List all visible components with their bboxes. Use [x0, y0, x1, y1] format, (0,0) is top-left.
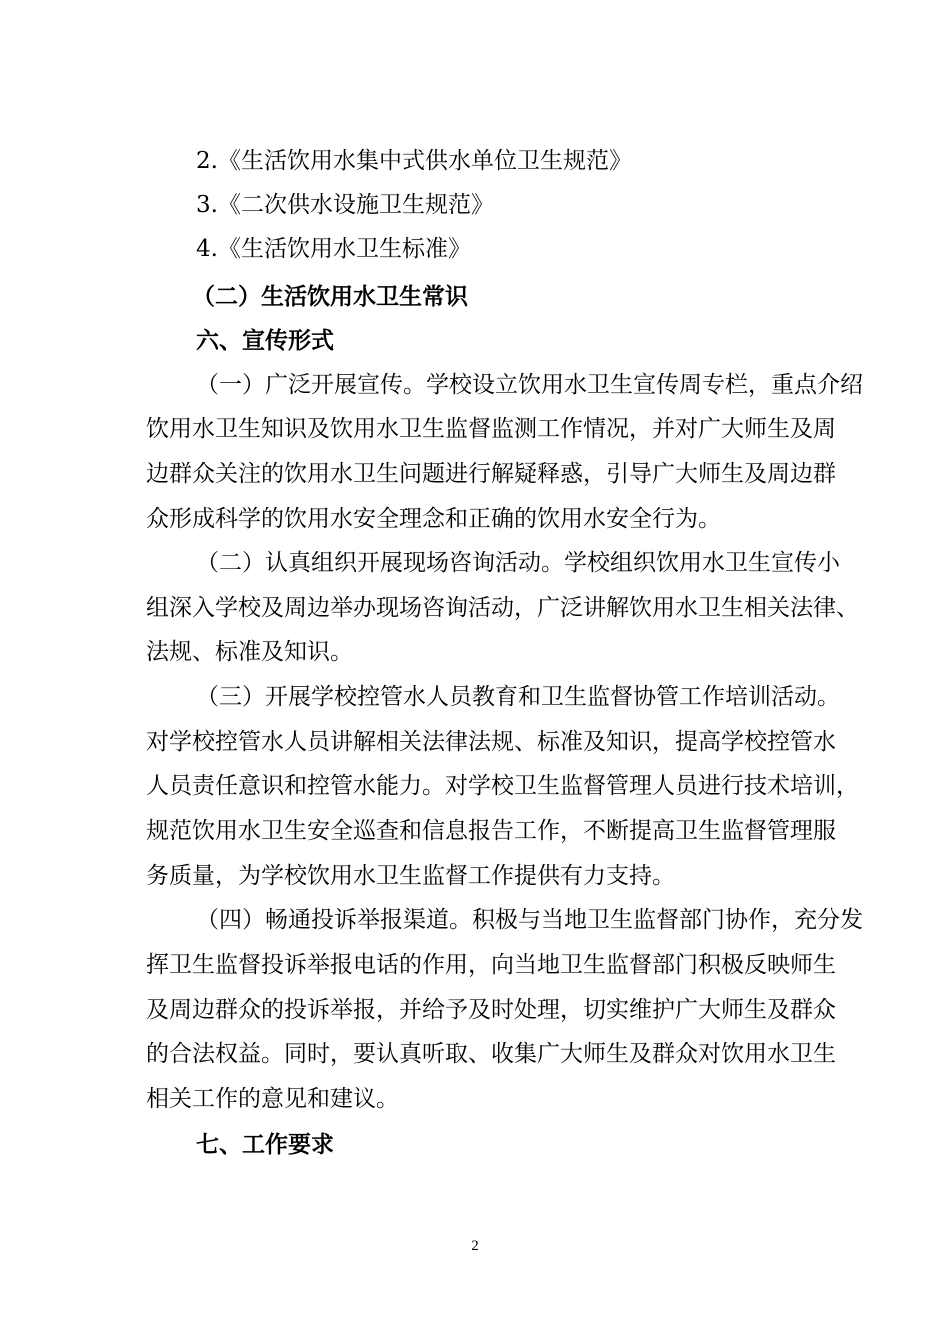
para1-line: （一）广泛开展宣传。学校设立饮用水卫生宣传周专栏，重点介绍 [196, 372, 863, 398]
para3-line: 规范饮用水卫生安全巡查和信息报告工作，不断提高卫生监督管理服 [146, 818, 836, 844]
para2-line: 组深入学校及周边举办现场咨询活动，广泛讲解饮用水卫生相关法律、 [146, 595, 859, 621]
reference-item-4: 4.《生活饮用水卫生标准》 [196, 236, 471, 262]
para4-line: （四）畅通投诉举报渠道。积极与当地卫生监督部门协作，充分发 [196, 907, 863, 933]
reference-item-3: 3.《二次供水设施卫生规范》 [196, 192, 494, 218]
para1-line: 边群众关注的饮用水卫生问题进行解疑释惑，引导广大师生及周边群 [146, 461, 836, 487]
reference-item-2: 2.《生活饮用水集中式供水单位卫生规范》 [196, 148, 632, 174]
para3-line: 对学校控管水人员讲解相关法律法规、标准及知识，提高学校控管水 [146, 729, 836, 755]
para4-line: 相关工作的意见和建议。 [146, 1086, 399, 1112]
para1-line: 饮用水卫生知识及饮用水卫生监督监测工作情况，并对广大师生及周 [146, 416, 836, 442]
para2-line: 法规、标准及知识。 [146, 639, 353, 665]
section-6-title: 六、宣传形式 [196, 328, 334, 354]
para2-line: （二）认真组织开展现场咨询活动。学校组织饮用水卫生宣传小 [196, 550, 840, 576]
para1-line: 众形成科学的饮用水安全理念和正确的饮用水安全行为。 [146, 506, 721, 532]
para3-line: 人员责任意识和控管水能力。对学校卫生监督管理人员进行技术培训， [146, 773, 859, 799]
para4-line: 挥卫生监督投诉举报电话的作用，向当地卫生监督部门积极反映师生 [146, 952, 836, 978]
para4-line: 的合法权益。同时，要认真听取、收集广大师生及群众对饮用水卫生 [146, 1041, 836, 1067]
para3-line: （三）开展学校控管水人员教育和卫生监督协管工作培训活动。 [196, 684, 840, 710]
subheading-drinking-water-knowledge: （二）生活饮用水卫生常识 [192, 284, 468, 310]
section-7-title: 七、工作要求 [196, 1132, 334, 1158]
para4-line: 及周边群众的投诉举报，并给予及时处理，切实维护广大师生及群众 [146, 997, 836, 1023]
para3-line: 务质量，为学校饮用水卫生监督工作提供有力支持。 [146, 863, 675, 889]
page-number: 2 [471, 1238, 479, 1254]
